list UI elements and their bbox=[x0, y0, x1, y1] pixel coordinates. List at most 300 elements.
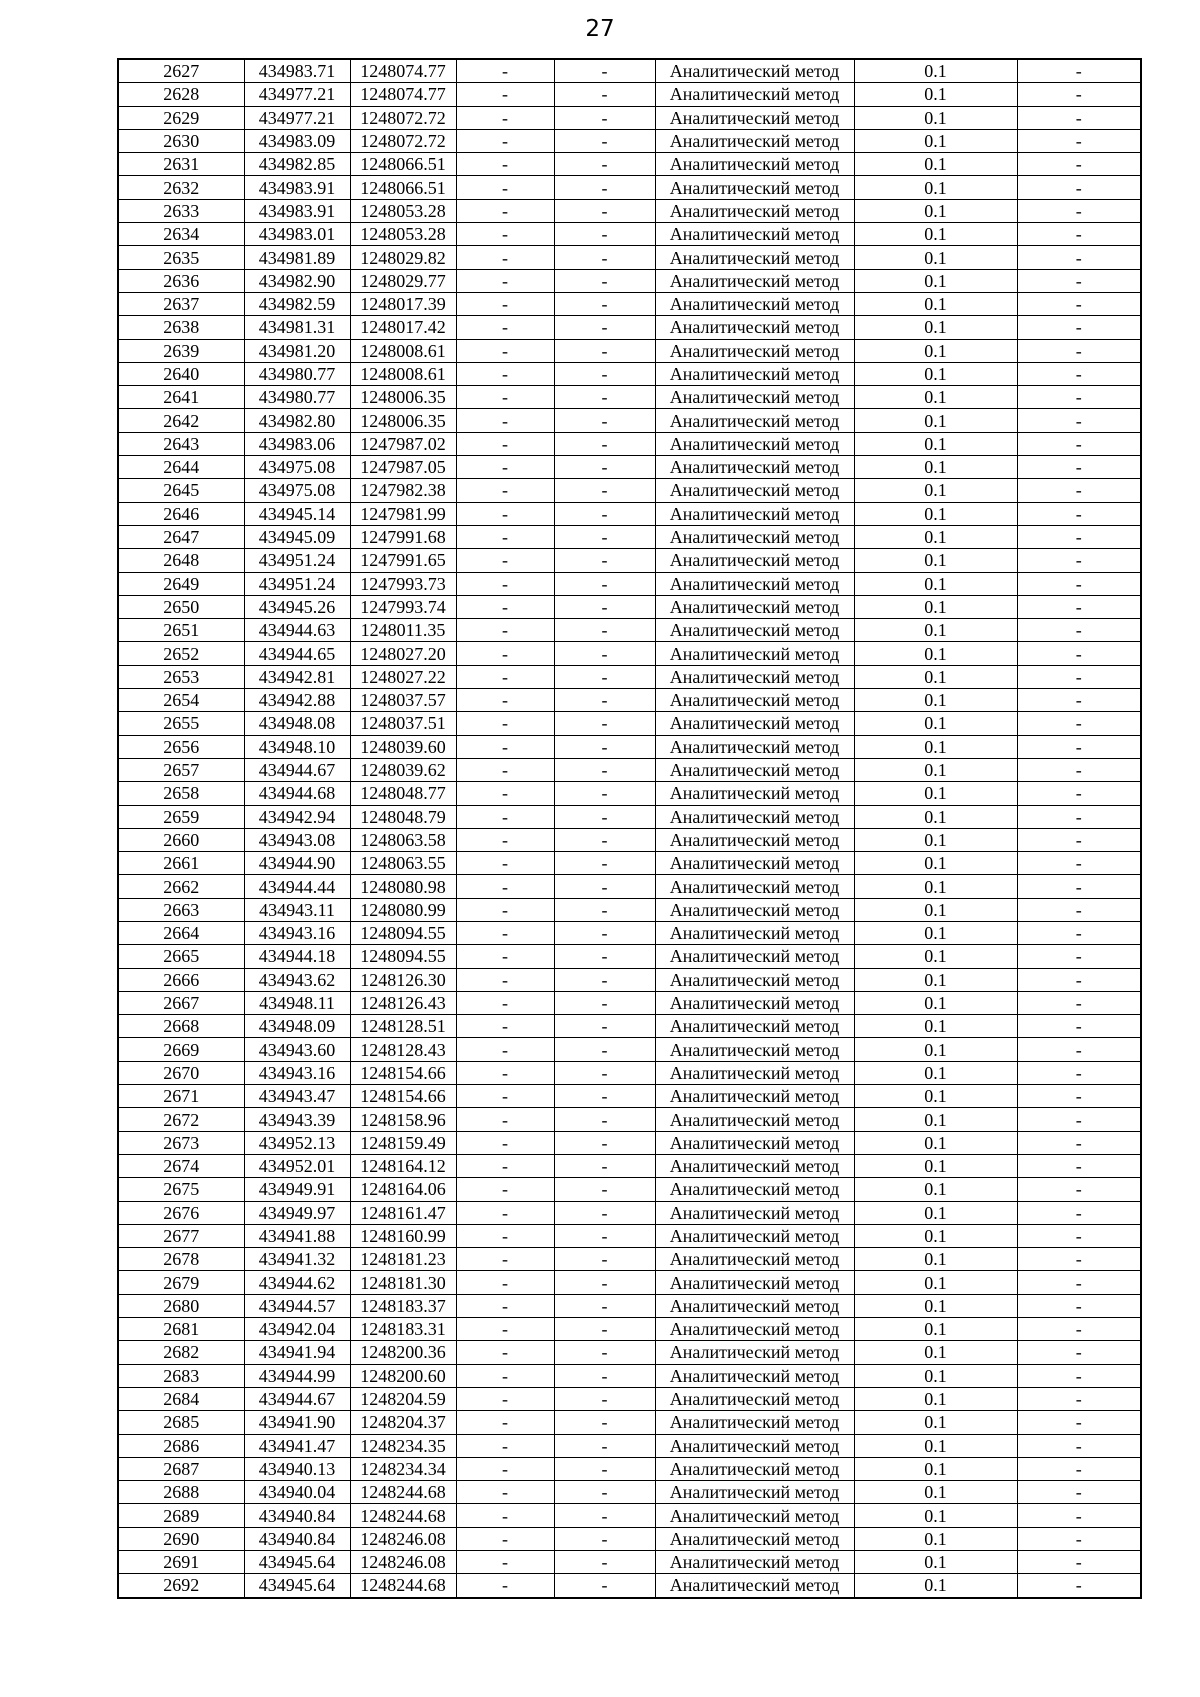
col8-cell: - bbox=[1017, 1504, 1141, 1527]
y-coordinate-cell: 1248048.77 bbox=[350, 782, 456, 805]
col5-cell: - bbox=[554, 1481, 655, 1504]
table-row bbox=[118, 223, 1141, 246]
accuracy-cell: 0.1 bbox=[854, 1387, 1017, 1410]
col4-cell: - bbox=[456, 712, 554, 735]
col8-cell: - bbox=[1017, 619, 1141, 642]
col4-cell: - bbox=[456, 805, 554, 828]
x-coordinate-cell: 434943.16 bbox=[244, 921, 350, 944]
x-coordinate-cell: 434944.65 bbox=[244, 642, 350, 665]
method-cell: Аналитический метод bbox=[655, 1131, 854, 1154]
accuracy-cell: 0.1 bbox=[854, 176, 1017, 199]
table-body bbox=[118, 59, 1141, 1598]
x-coordinate-cell: 434942.94 bbox=[244, 805, 350, 828]
x-coordinate-cell: 434943.08 bbox=[244, 828, 350, 851]
col8-cell: - bbox=[1017, 1387, 1141, 1410]
y-coordinate-cell: 1248011.35 bbox=[350, 619, 456, 642]
point-number-cell: 2660 bbox=[118, 828, 244, 851]
y-coordinate-cell: 1248094.55 bbox=[350, 945, 456, 968]
col4-cell: - bbox=[456, 689, 554, 712]
table-row bbox=[118, 852, 1141, 875]
x-coordinate-cell: 434944.99 bbox=[244, 1364, 350, 1387]
point-number-cell: 2639 bbox=[118, 339, 244, 362]
col4-cell: - bbox=[456, 1015, 554, 1038]
y-coordinate-cell: 1247981.99 bbox=[350, 502, 456, 525]
table-row bbox=[118, 712, 1141, 735]
col4-cell: - bbox=[456, 83, 554, 106]
table-row bbox=[118, 502, 1141, 525]
method-cell: Аналитический метод bbox=[655, 665, 854, 688]
col5-cell: - bbox=[554, 1131, 655, 1154]
accuracy-cell: 0.1 bbox=[854, 129, 1017, 152]
col8-cell: - bbox=[1017, 595, 1141, 618]
col8-cell: - bbox=[1017, 758, 1141, 781]
accuracy-cell: 0.1 bbox=[854, 735, 1017, 758]
table-row bbox=[118, 1061, 1141, 1084]
x-coordinate-cell: 434944.57 bbox=[244, 1294, 350, 1317]
col4-cell: - bbox=[456, 735, 554, 758]
table-row bbox=[118, 945, 1141, 968]
accuracy-cell: 0.1 bbox=[854, 153, 1017, 176]
col5-cell: - bbox=[554, 898, 655, 921]
col8-cell: - bbox=[1017, 1481, 1141, 1504]
col5-cell: - bbox=[554, 689, 655, 712]
col5-cell: - bbox=[554, 921, 655, 944]
col8-cell: - bbox=[1017, 1201, 1141, 1224]
method-cell: Аналитический метод bbox=[655, 735, 854, 758]
y-coordinate-cell: 1248029.82 bbox=[350, 246, 456, 269]
accuracy-cell: 0.1 bbox=[854, 852, 1017, 875]
col5-cell: - bbox=[554, 1224, 655, 1247]
x-coordinate-cell: 434951.24 bbox=[244, 572, 350, 595]
accuracy-cell: 0.1 bbox=[854, 246, 1017, 269]
table-row bbox=[118, 898, 1141, 921]
method-cell: Аналитический метод bbox=[655, 852, 854, 875]
y-coordinate-cell: 1248200.36 bbox=[350, 1341, 456, 1364]
method-cell: Аналитический метод bbox=[655, 1551, 854, 1574]
x-coordinate-cell: 434943.39 bbox=[244, 1108, 350, 1131]
method-cell: Аналитический метод bbox=[655, 1504, 854, 1527]
point-number-cell: 2691 bbox=[118, 1551, 244, 1574]
method-cell: Аналитический метод bbox=[655, 479, 854, 502]
y-coordinate-cell: 1248246.08 bbox=[350, 1551, 456, 1574]
x-coordinate-cell: 434942.81 bbox=[244, 665, 350, 688]
col5-cell: - bbox=[554, 106, 655, 129]
point-number-cell: 2654 bbox=[118, 689, 244, 712]
method-cell: Аналитический метод bbox=[655, 1364, 854, 1387]
col4-cell: - bbox=[456, 292, 554, 315]
x-coordinate-cell: 434951.24 bbox=[244, 549, 350, 572]
col4-cell: - bbox=[456, 852, 554, 875]
accuracy-cell: 0.1 bbox=[854, 1248, 1017, 1271]
col4-cell: - bbox=[456, 549, 554, 572]
x-coordinate-cell: 434940.84 bbox=[244, 1527, 350, 1550]
table-row bbox=[118, 549, 1141, 572]
y-coordinate-cell: 1248072.72 bbox=[350, 106, 456, 129]
y-coordinate-cell: 1248234.35 bbox=[350, 1434, 456, 1457]
point-number-cell: 2657 bbox=[118, 758, 244, 781]
accuracy-cell: 0.1 bbox=[854, 106, 1017, 129]
accuracy-cell: 0.1 bbox=[854, 898, 1017, 921]
col4-cell: - bbox=[456, 875, 554, 898]
table-row bbox=[118, 106, 1141, 129]
x-coordinate-cell: 434943.62 bbox=[244, 968, 350, 991]
table-row bbox=[118, 782, 1141, 805]
table-row bbox=[118, 1551, 1141, 1574]
point-number-cell: 2627 bbox=[118, 59, 244, 83]
col8-cell: - bbox=[1017, 176, 1141, 199]
col8-cell: - bbox=[1017, 432, 1141, 455]
table-row bbox=[118, 246, 1141, 269]
col4-cell: - bbox=[456, 339, 554, 362]
col8-cell: - bbox=[1017, 828, 1141, 851]
y-coordinate-cell: 1248048.79 bbox=[350, 805, 456, 828]
accuracy-cell: 0.1 bbox=[854, 689, 1017, 712]
y-coordinate-cell: 1248244.68 bbox=[350, 1481, 456, 1504]
point-number-cell: 2634 bbox=[118, 223, 244, 246]
y-coordinate-cell: 1247987.02 bbox=[350, 432, 456, 455]
table-row bbox=[118, 1434, 1141, 1457]
col8-cell: - bbox=[1017, 409, 1141, 432]
method-cell: Аналитический метод bbox=[655, 549, 854, 572]
col4-cell: - bbox=[456, 1411, 554, 1434]
col4-cell: - bbox=[456, 362, 554, 385]
table-row bbox=[118, 525, 1141, 548]
accuracy-cell: 0.1 bbox=[854, 1434, 1017, 1457]
col8-cell: - bbox=[1017, 852, 1141, 875]
accuracy-cell: 0.1 bbox=[854, 1481, 1017, 1504]
point-number-cell: 2643 bbox=[118, 432, 244, 455]
y-coordinate-cell: 1248181.30 bbox=[350, 1271, 456, 1294]
col4-cell: - bbox=[456, 619, 554, 642]
table-row bbox=[118, 362, 1141, 385]
table-row bbox=[118, 432, 1141, 455]
col4-cell: - bbox=[456, 456, 554, 479]
y-coordinate-cell: 1248027.22 bbox=[350, 665, 456, 688]
point-number-cell: 2637 bbox=[118, 292, 244, 315]
table-row bbox=[118, 1481, 1141, 1504]
method-cell: Аналитический метод bbox=[655, 1341, 854, 1364]
col5-cell: - bbox=[554, 805, 655, 828]
y-coordinate-cell: 1248234.34 bbox=[350, 1457, 456, 1480]
col5-cell: - bbox=[554, 59, 655, 83]
y-coordinate-cell: 1248154.66 bbox=[350, 1085, 456, 1108]
col4-cell: - bbox=[456, 572, 554, 595]
point-number-cell: 2647 bbox=[118, 525, 244, 548]
x-coordinate-cell: 434983.91 bbox=[244, 176, 350, 199]
col5-cell: - bbox=[554, 409, 655, 432]
method-cell: Аналитический метод bbox=[655, 362, 854, 385]
col5-cell: - bbox=[554, 83, 655, 106]
y-coordinate-cell: 1248039.60 bbox=[350, 735, 456, 758]
x-coordinate-cell: 434948.11 bbox=[244, 991, 350, 1014]
col4-cell: - bbox=[456, 1387, 554, 1410]
x-coordinate-cell: 434945.09 bbox=[244, 525, 350, 548]
point-number-cell: 2676 bbox=[118, 1201, 244, 1224]
table-row bbox=[118, 1364, 1141, 1387]
col8-cell: - bbox=[1017, 339, 1141, 362]
y-coordinate-cell: 1248204.37 bbox=[350, 1411, 456, 1434]
accuracy-cell: 0.1 bbox=[854, 502, 1017, 525]
point-number-cell: 2655 bbox=[118, 712, 244, 735]
x-coordinate-cell: 434942.88 bbox=[244, 689, 350, 712]
col4-cell: - bbox=[456, 1318, 554, 1341]
col4-cell: - bbox=[456, 176, 554, 199]
col5-cell: - bbox=[554, 316, 655, 339]
method-cell: Аналитический метод bbox=[655, 1271, 854, 1294]
table-row bbox=[118, 595, 1141, 618]
col5-cell: - bbox=[554, 828, 655, 851]
col8-cell: - bbox=[1017, 246, 1141, 269]
point-number-cell: 2669 bbox=[118, 1038, 244, 1061]
col8-cell: - bbox=[1017, 689, 1141, 712]
accuracy-cell: 0.1 bbox=[854, 991, 1017, 1014]
table-row bbox=[118, 199, 1141, 222]
accuracy-cell: 0.1 bbox=[854, 316, 1017, 339]
col5-cell: - bbox=[554, 1085, 655, 1108]
point-number-cell: 2650 bbox=[118, 595, 244, 618]
y-coordinate-cell: 1248159.49 bbox=[350, 1131, 456, 1154]
col4-cell: - bbox=[456, 59, 554, 83]
point-number-cell: 2640 bbox=[118, 362, 244, 385]
col5-cell: - bbox=[554, 199, 655, 222]
method-cell: Аналитический метод bbox=[655, 223, 854, 246]
x-coordinate-cell: 434943.11 bbox=[244, 898, 350, 921]
x-coordinate-cell: 434975.08 bbox=[244, 456, 350, 479]
col8-cell: - bbox=[1017, 1574, 1141, 1598]
point-number-cell: 2680 bbox=[118, 1294, 244, 1317]
col5-cell: - bbox=[554, 1178, 655, 1201]
col4-cell: - bbox=[456, 828, 554, 851]
point-number-cell: 2649 bbox=[118, 572, 244, 595]
accuracy-cell: 0.1 bbox=[854, 1131, 1017, 1154]
x-coordinate-cell: 434982.85 bbox=[244, 153, 350, 176]
col4-cell: - bbox=[456, 1224, 554, 1247]
col5-cell: - bbox=[554, 292, 655, 315]
table-row bbox=[118, 1341, 1141, 1364]
accuracy-cell: 0.1 bbox=[854, 1271, 1017, 1294]
accuracy-cell: 0.1 bbox=[854, 479, 1017, 502]
point-number-cell: 2682 bbox=[118, 1341, 244, 1364]
col4-cell: - bbox=[456, 665, 554, 688]
method-cell: Аналитический метод bbox=[655, 1481, 854, 1504]
col4-cell: - bbox=[456, 269, 554, 292]
col4-cell: - bbox=[456, 1434, 554, 1457]
y-coordinate-cell: 1248008.61 bbox=[350, 339, 456, 362]
table-row bbox=[118, 1178, 1141, 1201]
col5-cell: - bbox=[554, 1527, 655, 1550]
accuracy-cell: 0.1 bbox=[854, 1411, 1017, 1434]
point-number-cell: 2652 bbox=[118, 642, 244, 665]
x-coordinate-cell: 434941.90 bbox=[244, 1411, 350, 1434]
point-number-cell: 2638 bbox=[118, 316, 244, 339]
col4-cell: - bbox=[456, 106, 554, 129]
method-cell: Аналитический метод bbox=[655, 782, 854, 805]
y-coordinate-cell: 1248200.60 bbox=[350, 1364, 456, 1387]
point-number-cell: 2688 bbox=[118, 1481, 244, 1504]
col5-cell: - bbox=[554, 852, 655, 875]
col5-cell: - bbox=[554, 1457, 655, 1480]
col5-cell: - bbox=[554, 456, 655, 479]
x-coordinate-cell: 434952.13 bbox=[244, 1131, 350, 1154]
col5-cell: - bbox=[554, 991, 655, 1014]
x-coordinate-cell: 434977.21 bbox=[244, 106, 350, 129]
col8-cell: - bbox=[1017, 921, 1141, 944]
accuracy-cell: 0.1 bbox=[854, 875, 1017, 898]
table-row bbox=[118, 968, 1141, 991]
table-row bbox=[118, 991, 1141, 1014]
accuracy-cell: 0.1 bbox=[854, 1318, 1017, 1341]
method-cell: Аналитический метод bbox=[655, 1154, 854, 1177]
x-coordinate-cell: 434945.64 bbox=[244, 1574, 350, 1598]
method-cell: Аналитический метод bbox=[655, 153, 854, 176]
point-number-cell: 2635 bbox=[118, 246, 244, 269]
method-cell: Аналитический метод bbox=[655, 502, 854, 525]
point-number-cell: 2672 bbox=[118, 1108, 244, 1131]
y-coordinate-cell: 1248037.51 bbox=[350, 712, 456, 735]
col8-cell: - bbox=[1017, 1108, 1141, 1131]
col4-cell: - bbox=[456, 968, 554, 991]
col5-cell: - bbox=[554, 945, 655, 968]
col4-cell: - bbox=[456, 595, 554, 618]
y-coordinate-cell: 1248017.39 bbox=[350, 292, 456, 315]
col5-cell: - bbox=[554, 1038, 655, 1061]
col8-cell: - bbox=[1017, 875, 1141, 898]
col5-cell: - bbox=[554, 1551, 655, 1574]
col5-cell: - bbox=[554, 129, 655, 152]
point-number-cell: 2658 bbox=[118, 782, 244, 805]
method-cell: Аналитический метод bbox=[655, 316, 854, 339]
accuracy-cell: 0.1 bbox=[854, 269, 1017, 292]
x-coordinate-cell: 434943.47 bbox=[244, 1085, 350, 1108]
x-coordinate-cell: 434981.20 bbox=[244, 339, 350, 362]
col8-cell: - bbox=[1017, 362, 1141, 385]
table-row bbox=[118, 409, 1141, 432]
x-coordinate-cell: 434948.10 bbox=[244, 735, 350, 758]
col8-cell: - bbox=[1017, 1061, 1141, 1084]
accuracy-cell: 0.1 bbox=[854, 1527, 1017, 1550]
method-cell: Аналитический метод bbox=[655, 292, 854, 315]
x-coordinate-cell: 434944.44 bbox=[244, 875, 350, 898]
method-cell: Аналитический метод bbox=[655, 269, 854, 292]
accuracy-cell: 0.1 bbox=[854, 758, 1017, 781]
table-row bbox=[118, 1387, 1141, 1410]
method-cell: Аналитический метод bbox=[655, 525, 854, 548]
y-coordinate-cell: 1247987.05 bbox=[350, 456, 456, 479]
x-coordinate-cell: 434940.13 bbox=[244, 1457, 350, 1480]
col8-cell: - bbox=[1017, 898, 1141, 921]
col8-cell: - bbox=[1017, 991, 1141, 1014]
y-coordinate-cell: 1248183.31 bbox=[350, 1318, 456, 1341]
col8-cell: - bbox=[1017, 735, 1141, 758]
y-coordinate-cell: 1248094.55 bbox=[350, 921, 456, 944]
point-number-cell: 2663 bbox=[118, 898, 244, 921]
accuracy-cell: 0.1 bbox=[854, 665, 1017, 688]
method-cell: Аналитический метод bbox=[655, 1085, 854, 1108]
col5-cell: - bbox=[554, 525, 655, 548]
accuracy-cell: 0.1 bbox=[854, 1224, 1017, 1247]
col8-cell: - bbox=[1017, 549, 1141, 572]
accuracy-cell: 0.1 bbox=[854, 1201, 1017, 1224]
x-coordinate-cell: 434941.94 bbox=[244, 1341, 350, 1364]
accuracy-cell: 0.1 bbox=[854, 642, 1017, 665]
col5-cell: - bbox=[554, 269, 655, 292]
y-coordinate-cell: 1247991.65 bbox=[350, 549, 456, 572]
point-number-cell: 2685 bbox=[118, 1411, 244, 1434]
y-coordinate-cell: 1248164.12 bbox=[350, 1154, 456, 1177]
accuracy-cell: 0.1 bbox=[854, 525, 1017, 548]
x-coordinate-cell: 434981.31 bbox=[244, 316, 350, 339]
accuracy-cell: 0.1 bbox=[854, 805, 1017, 828]
table-row bbox=[118, 1085, 1141, 1108]
col5-cell: - bbox=[554, 1411, 655, 1434]
method-cell: Аналитический метод bbox=[655, 1224, 854, 1247]
method-cell: Аналитический метод bbox=[655, 246, 854, 269]
col8-cell: - bbox=[1017, 59, 1141, 83]
col4-cell: - bbox=[456, 129, 554, 152]
point-number-cell: 2674 bbox=[118, 1154, 244, 1177]
point-number-cell: 2642 bbox=[118, 409, 244, 432]
method-cell: Аналитический метод bbox=[655, 83, 854, 106]
method-cell: Аналитический метод bbox=[655, 59, 854, 83]
table-row bbox=[118, 1318, 1141, 1341]
method-cell: Аналитический метод bbox=[655, 386, 854, 409]
method-cell: Аналитический метод bbox=[655, 1574, 854, 1598]
method-cell: Аналитический метод bbox=[655, 642, 854, 665]
col5-cell: - bbox=[554, 479, 655, 502]
point-number-cell: 2689 bbox=[118, 1504, 244, 1527]
accuracy-cell: 0.1 bbox=[854, 921, 1017, 944]
x-coordinate-cell: 434949.97 bbox=[244, 1201, 350, 1224]
table-row bbox=[118, 758, 1141, 781]
x-coordinate-cell: 434948.09 bbox=[244, 1015, 350, 1038]
col5-cell: - bbox=[554, 246, 655, 269]
col5-cell: - bbox=[554, 968, 655, 991]
col8-cell: - bbox=[1017, 1318, 1141, 1341]
method-cell: Аналитический метод bbox=[655, 1201, 854, 1224]
col5-cell: - bbox=[554, 1504, 655, 1527]
col5-cell: - bbox=[554, 362, 655, 385]
col4-cell: - bbox=[456, 246, 554, 269]
method-cell: Аналитический метод bbox=[655, 968, 854, 991]
x-coordinate-cell: 434983.06 bbox=[244, 432, 350, 455]
accuracy-cell: 0.1 bbox=[854, 1574, 1017, 1598]
col8-cell: - bbox=[1017, 1527, 1141, 1550]
col8-cell: - bbox=[1017, 1271, 1141, 1294]
point-number-cell: 2665 bbox=[118, 945, 244, 968]
point-number-cell: 2673 bbox=[118, 1131, 244, 1154]
method-cell: Аналитический метод bbox=[655, 456, 854, 479]
point-number-cell: 2677 bbox=[118, 1224, 244, 1247]
accuracy-cell: 0.1 bbox=[854, 1085, 1017, 1108]
y-coordinate-cell: 1248053.28 bbox=[350, 199, 456, 222]
table-row bbox=[118, 1038, 1141, 1061]
x-coordinate-cell: 434983.91 bbox=[244, 199, 350, 222]
x-coordinate-cell: 434982.90 bbox=[244, 269, 350, 292]
method-cell: Аналитический метод bbox=[655, 572, 854, 595]
col8-cell: - bbox=[1017, 456, 1141, 479]
col4-cell: - bbox=[456, 1085, 554, 1108]
method-cell: Аналитический метод bbox=[655, 875, 854, 898]
col8-cell: - bbox=[1017, 968, 1141, 991]
y-coordinate-cell: 1248074.77 bbox=[350, 83, 456, 106]
accuracy-cell: 0.1 bbox=[854, 828, 1017, 851]
x-coordinate-cell: 434975.08 bbox=[244, 479, 350, 502]
col8-cell: - bbox=[1017, 106, 1141, 129]
col5-cell: - bbox=[554, 619, 655, 642]
accuracy-cell: 0.1 bbox=[854, 1015, 1017, 1038]
col4-cell: - bbox=[456, 386, 554, 409]
point-number-cell: 2692 bbox=[118, 1574, 244, 1598]
